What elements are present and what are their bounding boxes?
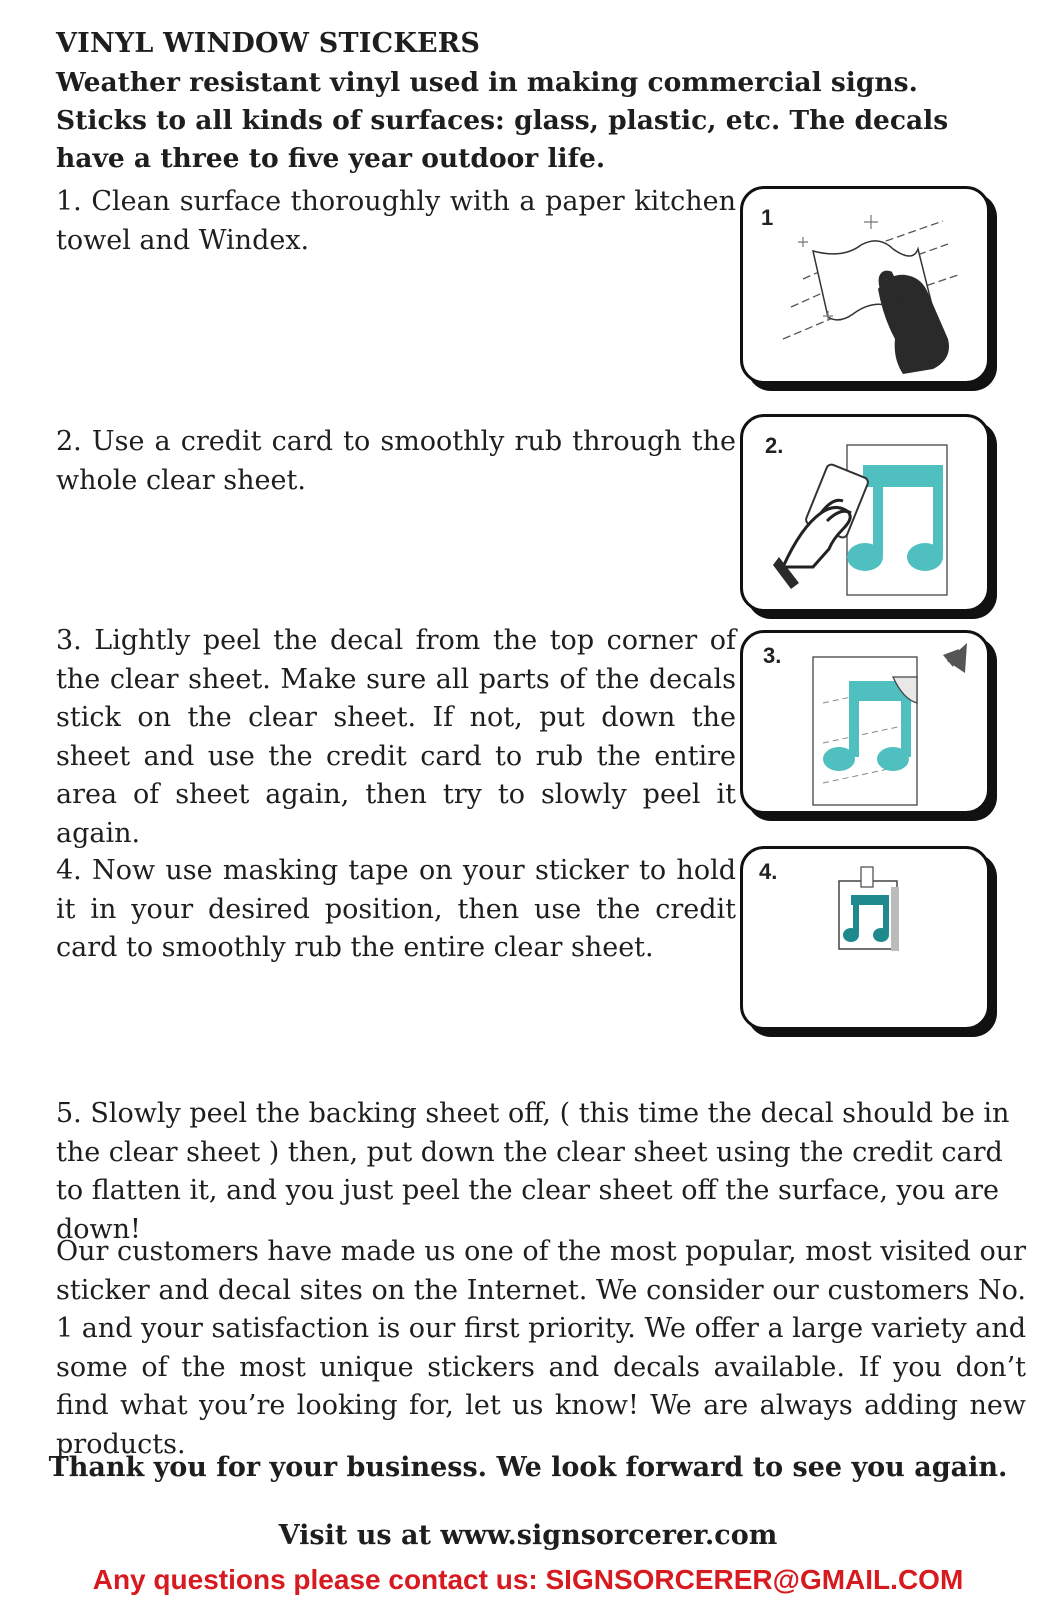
step-4-illustration [740, 846, 990, 1030]
step-2-text: 2. Use a credit card to smoothly rub through the whole clear sheet. [56, 426, 736, 496]
intro-text: Weather resistant vinyl used in making commercial signs. Sticks to all kinds of surfaces: glass, plastic, etc. The decals have a three to five year outdoor life. [56, 67, 949, 174]
step-1-number: 1 [761, 205, 774, 230]
step-1-illustration [740, 186, 990, 384]
website-link[interactable]: Visit us at www.signsorcerer.com [278, 1520, 778, 1551]
step-3-text: 3. Lightly peel the decal from the top corner of the clear sheet. Make sure all parts of the decals stick on the clear sheet. If not, put down the sheet and use the credit card to rub the entire area of sheet again, then try to slowly peel it again. [56, 625, 736, 849]
hand-cleaning-icon [743, 189, 990, 384]
thanks-text: Thank you for your business. We look forward to see you again. [48, 1452, 1008, 1483]
masking-tape-icon [861, 867, 873, 887]
step-4-text: 4. Now use masking tape on your sticker to hold it in your desired position, then use the credit card to smoothly rub the entire clear sheet. [56, 855, 736, 963]
step-1-text: 1. Clean surface thoroughly with a paper kitchen towel and Windex. [56, 186, 736, 256]
step-2-illustration [740, 414, 990, 612]
step-3-number: 3. [763, 643, 782, 668]
step-3-illustration [740, 630, 990, 814]
step-4-number: 4. [759, 859, 778, 884]
page-title: VINYL WINDOW STICKERS [56, 28, 481, 59]
step-5-text: 5. Slowly peel the backing sheet off, ( this time the decal should be in the clear sheet ) then, put down the clear sheet using the credit card to flatten it, and you just peel the clear sheet off the surface, you are down! [56, 1098, 1010, 1245]
step-2-number: 2. [765, 433, 784, 458]
contact-email[interactable]: Any questions please contact us: SIGNSORCERER@GMAIL.COM [92, 1564, 964, 1595]
about-text: Our customers have made us one of the most popular, most visited our sticker and decal sites on the Internet. We consider our customers No. 1 and your satisfaction is our first priority. We offer a large variety and some of the most unique stickers and decals available. If you don’t find what you’re looking for, let us know! We are always adding new products. [56, 1236, 1026, 1460]
peel-arrow-icon [943, 643, 967, 673]
